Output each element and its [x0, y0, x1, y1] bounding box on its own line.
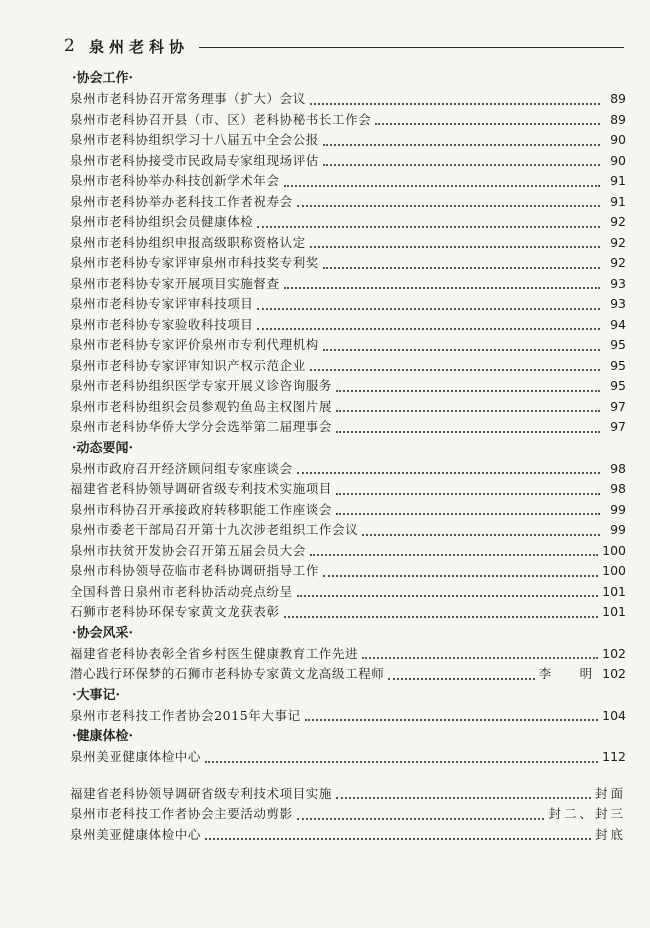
toc-entry[interactable]	[70, 500, 626, 521]
toc-entry[interactable]	[70, 541, 626, 562]
header-rule	[199, 47, 624, 48]
entry-title: 福建省老科协领导调研省级专利技术实施项目	[70, 481, 333, 496]
entry-page: 93	[610, 296, 626, 311]
toc-entry[interactable]	[70, 171, 626, 192]
entry-page: 100	[602, 563, 626, 578]
toc-entry[interactable]	[70, 212, 626, 233]
entry-page: 封面	[594, 785, 626, 801]
dot-leader	[362, 657, 598, 659]
dot-leader	[284, 616, 599, 618]
toc-entry[interactable]	[70, 706, 626, 727]
toc-entry[interactable]	[70, 274, 626, 295]
entry-title: 泉州美亚健康体检中心	[70, 826, 202, 842]
toc-entry[interactable]	[70, 417, 626, 438]
dot-leader	[336, 513, 600, 515]
entry-page: 91	[610, 173, 626, 188]
toc-entry[interactable]	[70, 110, 626, 131]
entry-title: 泉州市政府召开经济顾问组专家座谈会	[70, 460, 293, 476]
entry-title: 泉州市扶贫开发协会召开第五届会员大会	[70, 542, 306, 558]
toc-entry[interactable]	[70, 602, 626, 623]
dot-leader	[297, 818, 545, 820]
entry-page: 91	[610, 193, 626, 209]
entry-page: 94	[610, 316, 626, 332]
toc-entry[interactable]	[70, 130, 626, 151]
entry-page: 89	[610, 91, 626, 106]
entry-title: 泉州市老科技工作者协会主要活动剪影	[70, 806, 293, 821]
dot-leader	[205, 761, 598, 763]
entry-page: 101	[602, 604, 626, 619]
entry-title: 泉州市老科协专家评价泉州市专利代理机构	[70, 337, 319, 352]
dot-leader	[336, 390, 600, 392]
entry-page: 102	[602, 645, 626, 661]
dot-leader	[336, 797, 591, 799]
entry-title: 泉州市委老干部局召开第十九次涉老组织工作会议	[70, 522, 359, 537]
entry-page: 封二、封三	[548, 806, 626, 821]
toc-entry[interactable]	[70, 664, 626, 685]
entry-page: 95	[610, 357, 626, 373]
table-of-contents	[70, 68, 626, 845]
magazine-title: 泉州老科协	[89, 38, 190, 56]
dot-leader	[336, 493, 600, 495]
entry-page: 99	[610, 501, 626, 517]
dot-leader	[284, 185, 600, 187]
cover-entry[interactable]	[70, 784, 626, 805]
entry-page: 97	[610, 398, 626, 414]
toc-entry[interactable]	[70, 644, 626, 665]
entry-page: 89	[610, 111, 626, 127]
dot-leader	[323, 267, 600, 269]
toc-entry[interactable]	[70, 397, 626, 418]
entry-page: 95	[610, 337, 626, 352]
dot-leader	[310, 369, 600, 371]
entry-page: 92	[610, 214, 626, 229]
toc-entry[interactable]	[70, 151, 626, 172]
entry-page: 92	[610, 255, 626, 270]
entry-title: 泉州市老科协专家开展项目实施督查	[70, 275, 280, 291]
entry-page: 90	[610, 152, 626, 168]
entry-page: 97	[610, 419, 626, 434]
dot-leader	[297, 205, 600, 207]
entry-title: 泉州市老科协召开县（市、区）老科协秘书长工作会	[70, 111, 372, 127]
toc-entry[interactable]	[70, 89, 626, 110]
cover-entry[interactable]	[70, 804, 626, 825]
section-gap	[70, 768, 626, 784]
entry-page: 112	[602, 749, 626, 764]
toc-entry[interactable]	[70, 561, 626, 582]
toc-entry[interactable]	[70, 520, 626, 541]
entry-page: 90	[610, 132, 626, 147]
toc-entry[interactable]	[70, 294, 626, 315]
cover-entry[interactable]	[70, 825, 626, 846]
entry-title: 泉州市老科技工作者协会2015年大事记	[70, 707, 301, 723]
section-heading: ·大事记·	[72, 687, 121, 703]
toc-entry[interactable]	[70, 747, 626, 768]
dot-leader	[323, 164, 600, 166]
toc-entry[interactable]	[70, 335, 626, 356]
entry-title: 泉州市老科协接受市民政局专家组现场评估	[70, 152, 319, 168]
toc-entry[interactable]	[70, 459, 626, 480]
dot-leader	[297, 472, 600, 474]
dot-leader	[310, 554, 598, 556]
entry-title: 泉州市老科协专家评审知识产权示范企业	[70, 357, 306, 373]
entry-title: 泉州市老科协组织医学专家开展义诊咨询服务	[70, 378, 333, 393]
section-heading: ·动态要闻·	[72, 440, 134, 456]
section-heading: ·协会工作·	[72, 71, 134, 86]
entry-title: 泉州市老科协专家验收科技项目	[70, 316, 254, 332]
entry-title: 泉州市老科协组织学习十八届五中全会公报	[70, 132, 319, 147]
dot-leader	[336, 431, 600, 433]
entry-page: 98	[610, 481, 626, 496]
entry-title: 石狮市老科协环保专家黄文龙获表彰	[70, 604, 280, 619]
entry-page: 98	[610, 460, 626, 476]
dot-leader	[323, 349, 600, 351]
toc-entry[interactable]	[70, 582, 626, 603]
dot-leader	[257, 308, 600, 310]
dot-leader	[297, 595, 598, 597]
entry-title: 泉州市老科协专家评审泉州市科技奖专利奖	[70, 255, 319, 270]
toc-entry[interactable]	[70, 192, 626, 213]
entry-title: 泉州市老科协组织会员健康体检	[70, 214, 254, 229]
entry-author: 李 明	[538, 666, 601, 681]
entry-page: 92	[610, 234, 626, 250]
entry-title: 泉州市科协领导莅临市老科协调研指导工作	[70, 563, 319, 578]
entry-title: 潜心践行环保梦的石狮市老科协专家黄文龙高级工程师	[70, 666, 385, 681]
dot-leader	[257, 226, 600, 228]
entry-title: 泉州市老科协组织会员参观钓鱼岛主权图片展	[70, 398, 333, 414]
page-number: 2	[64, 36, 75, 56]
entry-title: 泉州美亚健康体检中心	[70, 749, 202, 764]
entry-page: 102	[602, 666, 626, 681]
entry-title: 泉州市老科协专家评审科技项目	[70, 296, 254, 311]
toc-entry[interactable]	[70, 376, 626, 397]
dot-leader	[362, 534, 600, 536]
entry-title: 泉州市老科协举办老科技工作者祝寿会	[70, 193, 293, 209]
dot-leader	[323, 575, 598, 577]
dot-leader	[205, 838, 591, 840]
entry-page: 99	[610, 522, 626, 537]
entry-title: 泉州市老科协组织申报高级职称资格认定	[70, 234, 306, 250]
dot-leader	[284, 287, 600, 289]
entry-page: 100	[602, 542, 626, 558]
entry-title: 全国科普日泉州市老科协活动亮点纷呈	[70, 583, 293, 599]
entry-title: 泉州市老科协举办科技创新学术年会	[70, 173, 280, 188]
dot-leader	[388, 678, 534, 680]
dot-leader	[257, 328, 600, 330]
entry-title: 泉州市老科协召开常务理事（扩大）会议	[70, 91, 306, 106]
entry-page: 104	[602, 707, 626, 723]
entry-title: 福建省老科协领导调研省级专利技术项目实施	[70, 785, 333, 801]
toc-entry[interactable]	[70, 233, 626, 254]
dot-leader	[375, 123, 600, 125]
dot-leader	[336, 410, 600, 412]
entry-page: 101	[602, 583, 626, 599]
dot-leader	[310, 103, 600, 105]
toc-entry[interactable]	[70, 479, 626, 500]
toc-entry[interactable]	[70, 356, 626, 377]
dot-leader	[310, 246, 600, 248]
entry-title: 泉州市老科协华侨大学分会选举第二届理事会	[70, 419, 333, 434]
section-heading: ·协会风采·	[72, 625, 134, 641]
toc-entry[interactable]	[70, 253, 626, 274]
entry-title: 福建省老科协表彰全省乡村医生健康教育工作先进	[70, 645, 359, 661]
entry-title: 泉州市科协召开承接政府转移职能工作座谈会	[70, 501, 333, 517]
entry-page: 封底	[594, 826, 626, 842]
entry-page: 93	[610, 275, 626, 291]
dot-leader	[323, 144, 600, 146]
toc-entry[interactable]	[70, 315, 626, 336]
page-header	[64, 34, 624, 60]
section-heading: ·健康体检·	[72, 729, 134, 744]
entry-page: 95	[610, 378, 626, 393]
dot-leader	[305, 719, 598, 721]
